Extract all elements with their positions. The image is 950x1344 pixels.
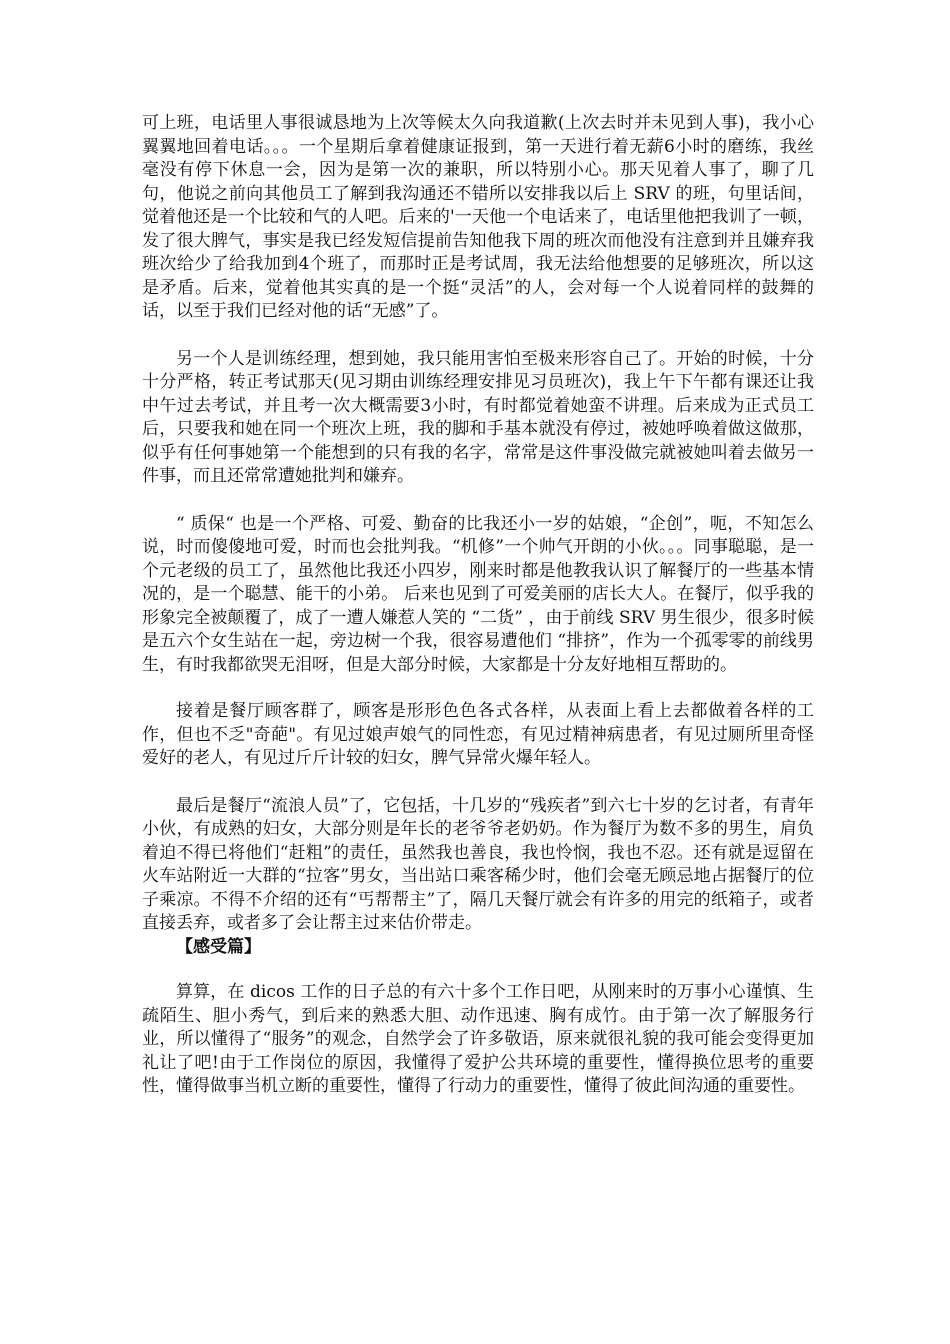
paragraph-coworkers: “ 质保“ 也是一个严格、可爱、勤奋的比我还小一岁的姑娘，“企创”，呃，不知怎么说，时而傻傻地可爱，时而也会批判我。“机修”一个帅气开朗的小伙。。。同事聪聪，是一个元老级的员工了，虽然他比我还小四岁，刚来时都是他教我认识了解餐厅的一些基本情况的，是一个聪慧、能干的小弟。 后来也见到了可爱美丽的店长大人。在餐厅，似乎我的形象完全被颠覆了，成了一遭人嫌惹人笑的 “二货” ，由于前线 SRV 男生很少，很多时候是五六个女生站在一起，旁边树一个我，很容易遭他们 “排挤”，作为一个孤零零的前线男生，有时我都欲哭无泪呀，但是大部分时候，大家都是十分友好地相互帮助的。 <box>142 513 814 675</box>
paragraph-reflection: 算算，在 dicos 工作的日子总的有六十多个工作日吧，从刚来时的万事小心谨慎、生疏陌生、胆小秀气，到后来的熟悉大胆、动作迅速、胸有成竹。由于第一次了解服务行业，所以懂得了“服务”的观念，自然学会了许多敬语，原来就很礼貌的我可能会变得更加礼让了吧!由于工作岗位的原因，我懂得了爱护公共环境的重要性，懂得换位思考的重要性，懂得做事当机立断的重要性，懂得了行动力的重要性，懂得了彼此间沟通的重要性。 <box>142 982 814 1096</box>
paragraph-hr-experience: 可上班，电话里人事很诚恳地为上次等候太久向我道歉(上次去时并未见到人事)，我小心翼翼地回着电话。。。一个星期后拿着健康证报到，第一天进行着无薪6小时的磨练，我丝毫没有停下休息一会，因为是第一次的兼职，所以特别小心。那天见着人事了，聊了几句，他说之前向其他员工了解到我沟通还不错所以安排我以后上 SRV 的班，句里话间，觉着他还是一个比较和气的人吧。后来的'一天他一个电话来了，电话里他把我训了一顿，发了很大脾气，事实是我已经发短信提前告知他我下周的班次而他没有注意到并且嫌弃我班次给少了给我加到4个班了，而那时正是考试周，我无法给他想要的足够班次，所以这是矛盾。后来，觉着他其实真的是一个挺“灵活”的人，会对每一个人说着同样的鼓舞的话，以至于我们已经对他的话“无感”了。 <box>142 113 814 321</box>
paragraph-wanderers: 最后是餐厅“流浪人员”了，它包括，十几岁的“残疾者”到六七十岁的乞讨者，有青年小伙，有成熟的妇女，大部分则是年长的老爷爷老奶奶。作为餐厅为数不多的男生，肩负着迫不得已将他们“赶粗”的责任，虽然我也善良，我也怜悯，我也不忍。还有就是逗留在火车站附近一大群的“拉客”男女，当出站口乘客稀少时，他们会毫无顾忌地占据餐厅的位子乘凉。不得不介绍的还有“丐帮帮主”了，隔几天餐厅就会有许多的用完的纸箱子，或者直接丢弃，或者多了会让帮主过来估价带走。 <box>142 795 814 933</box>
document-page <box>142 112 814 1099</box>
paragraph-training-manager: 另一个人是训练经理，想到她，我只能用害怕至极来形容自己了。开始的时候，十分十分严格，转正考试那天(见习期由训练经理安排见习员班次)，我上午下午都有课还让我中午过去考试，并且考一次大概需要3小时，有时都觉着她蛮不讲理。后来成为正式员工后，只要我和她在同一个班次上班，我的脚和手基本就没有停过，被她呼唤着做这做那，似乎有任何事她第一个能想到的只有我的名字，常常是这件事没做完就被她叫着去做另一件事，而且还常常遭她批判和嫌弃。 <box>142 348 814 486</box>
paragraph-customers: 接着是餐厅顾客群了，顾客是形形色色各式各样，从表面上看上去都做着各样的工作，但也不乏"奇葩"。有见过娘声娘气的同性恋，有见过精神病患者，有见过厕所里奇怪爱好的老人，有见过斤斤计较的妇女，脾气异常火爆年轻人。 <box>142 701 814 768</box>
section-heading-feelings: 【感受篇】 <box>176 936 261 957</box>
